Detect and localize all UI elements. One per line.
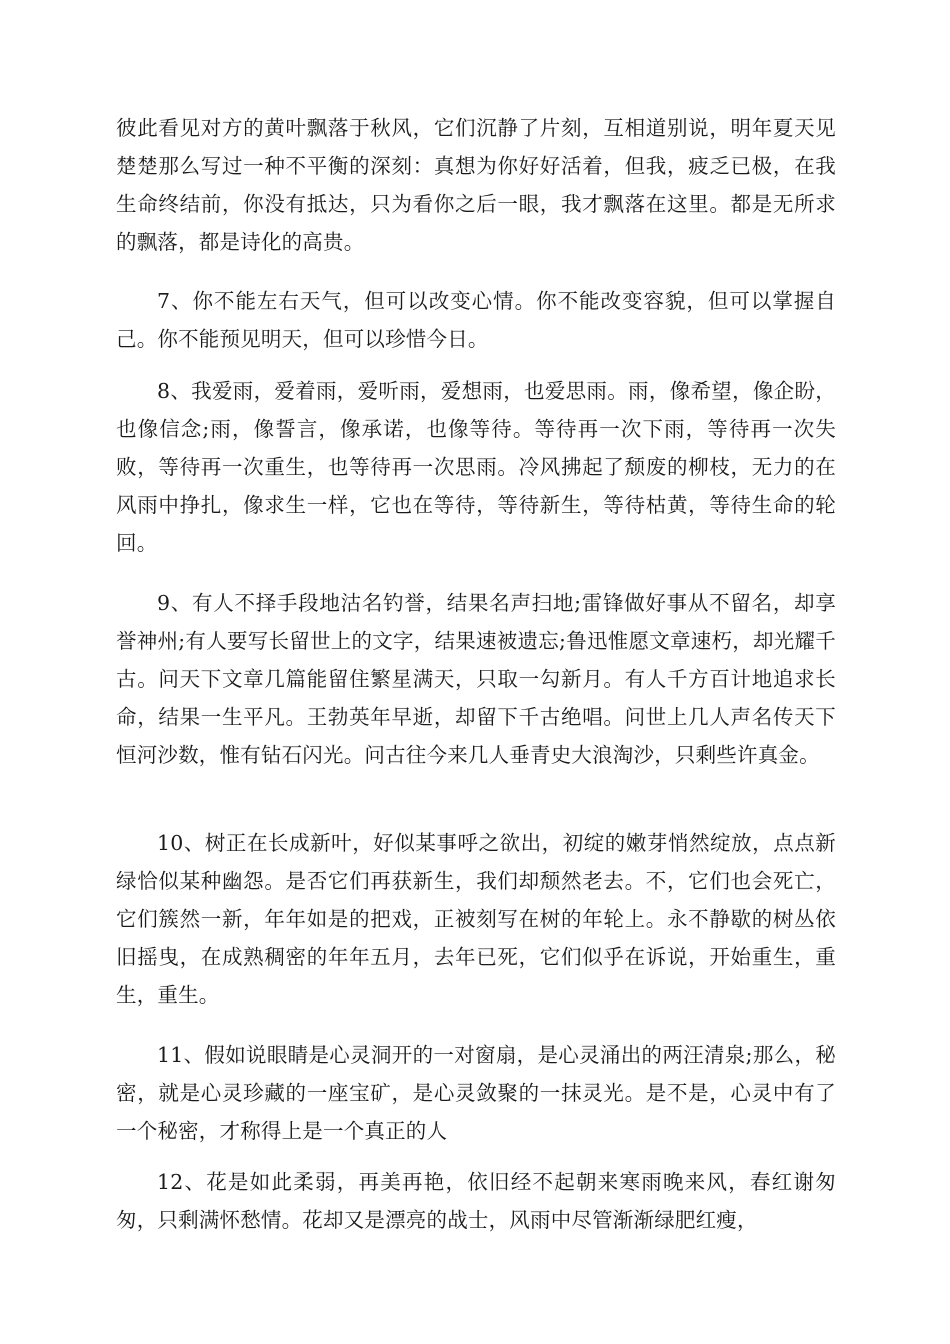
paragraph-continued: 彼此看见对方的黄叶飘落于秋风，它们沉静了片刻，互相道别说，明年夏天见楚楚那么写过一种不平衡的深刻：真想为你好好活着，但我，疲乏已极，在我生命终结前，你没有抵达，只为看你之后一眼，我才飘落在这里。都是无所求的飘落，都是诗化的高贵。 bbox=[116, 116, 836, 254]
paragraph-11: 11、假如说眼睛是心灵洞开的一对窗扇，是心灵涌出的两汪清泉;那么，秘密，就是心灵珍藏的一座宝矿，是心灵敛聚的一抹灵光。是不是，心灵中有了一个秘密，才称得上是一个真正的人 bbox=[116, 1043, 836, 1143]
paragraph-9: 9、有人不择手段地沽名钓誉，结果名声扫地;雷锋做好事从不留名，却享誉神州;有人要写长留世上的文字，结果速被遗忘;鲁迅惟愿文章速朽，却光耀千古。问天下文章几篇能留住繁星满天，只取一勾新月。有人千方百计地追求长命，结果一生平凡。王勃英年早逝，却留下千古绝唱。问世上几人声名传天下恒河沙数，惟有钻石闪光。问古往今来几人垂青史大浪淘沙，只剩些许真金。 bbox=[116, 591, 836, 767]
paragraph-8: 8、我爱雨，爱着雨，爱听雨，爱想雨，也爱思雨。雨，像希望，像企盼，也像信念;雨，像誓言，像承诺，也像等待。等待再一次下雨，等待再一次失败，等待再一次重生，也等待再一次思雨。冷风拂起了颓废的柳枝，无力的在风雨中挣扎，像求生一样，它也在等待，等待新生，等待枯黄，等待生命的轮回。 bbox=[116, 379, 836, 555]
paragraph-12: 12、花是如此柔弱，再美再艳，依旧经不起朝来寒雨晚来风，春红谢匆匆，只剩满怀愁情。花却又是漂亮的战士，风雨中尽管渐渐绿肥红瘦， bbox=[116, 1170, 836, 1232]
paragraph-7: 7、你不能左右天气，但可以改变心情。你不能改变容貌，但可以掌握自己。你不能预见明天，但可以珍惜今日。 bbox=[116, 289, 836, 351]
paragraph-10: 10、树正在长成新叶，好似某事呼之欲出，初绽的嫩芽悄然绽放，点点新绿恰似某种幽怨。是否它们再获新生，我们却颓然老去。不，它们也会死亡，它们簇然一新，年年如是的把戏，正被刻写在树的年轮上。永不静歇的树丛依旧摇曳，在成熟稠密的年年五月，去年已死，它们似乎在诉说，开始重生，重生，重生。 bbox=[116, 831, 836, 1007]
